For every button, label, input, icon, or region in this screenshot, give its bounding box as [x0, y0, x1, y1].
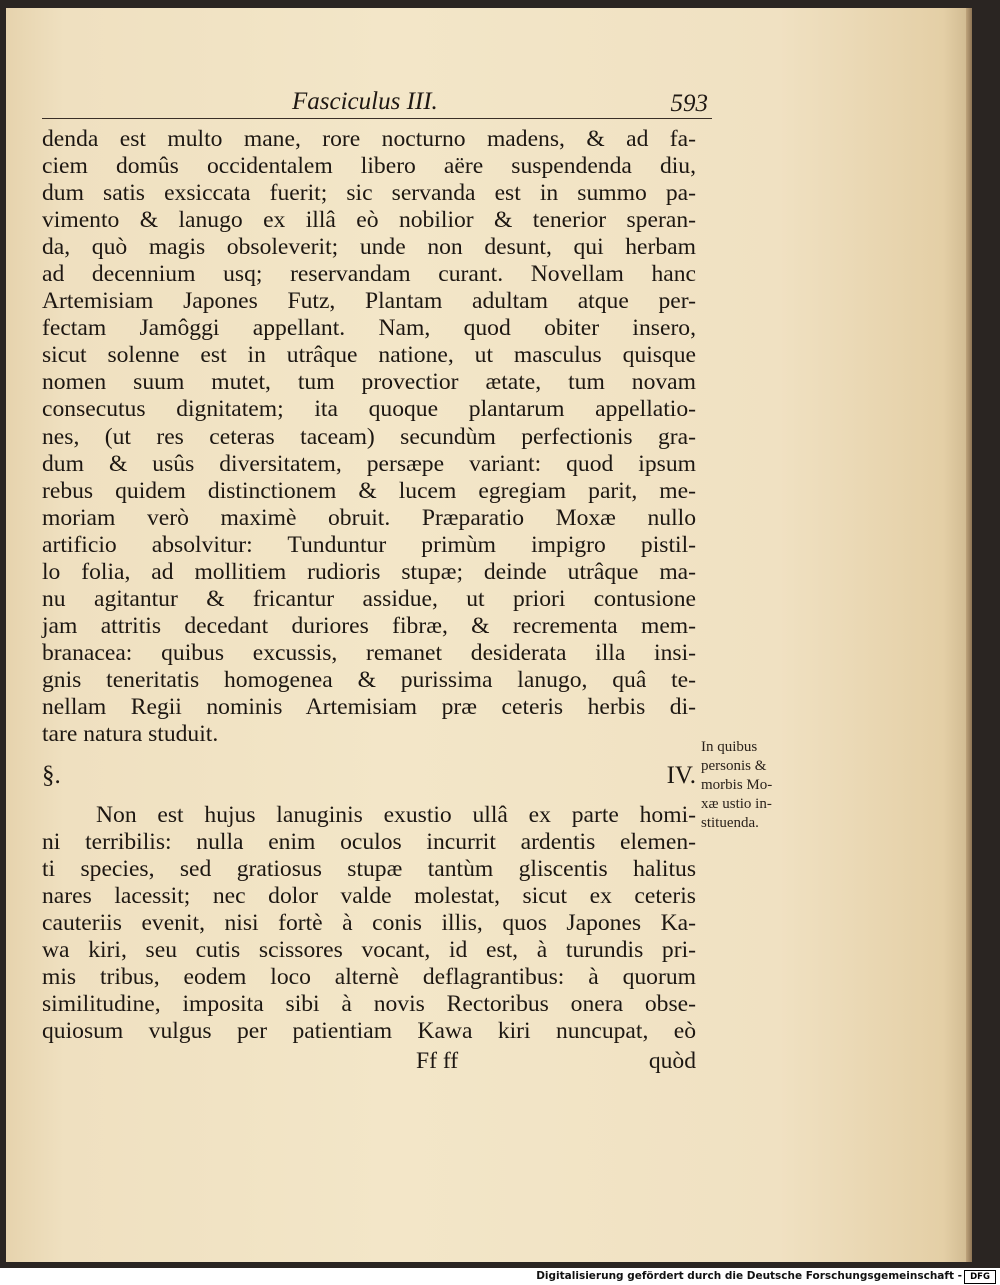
text-line: quiosum vulgus per patientiam Kawa kiri nuncupat, eò — [42, 1018, 696, 1045]
text-line: consecutus dignitatem; ita quoque plantarum appellatio- — [42, 396, 696, 423]
text-line: nes, (ut res ceteras taceam) secundùm perfectionis gra- — [42, 423, 696, 450]
main-text — [42, 126, 696, 1046]
marginal-note-line: personis & — [701, 758, 767, 774]
text-line: branacea: quibus excussis, remanet desiderata illa insi- — [42, 639, 696, 666]
section-heading-row — [42, 748, 696, 802]
text-line: nares lacessit; nec dolor valde molestat, sicut ex ceteris — [42, 883, 696, 910]
text-line: artificio absolvitur: Tunduntur primùm impigro pistil- — [42, 531, 696, 558]
marginal-note-line: xæ ustio in- — [701, 796, 772, 812]
footer — [0, 1268, 1000, 1285]
text-line: nellam Regii nominis Artemisiam præ ceteris herbis di- — [42, 693, 696, 720]
page-number: 593 — [670, 90, 708, 117]
dfg-logo: DFG — [964, 1270, 996, 1284]
text-line: ad decennium usq; reservandam curant. Novellam hanc — [42, 261, 696, 288]
text-line: mis tribus, eodem loco alternè deflagrantibus: à quorum — [42, 964, 696, 991]
text-line: rebus quidem distinctionem & lucem egregiam parit, me- — [42, 477, 696, 504]
text-line: wa kiri, seu cutis scissores vocant, id est, à turundis pri- — [42, 937, 696, 964]
book-page — [6, 8, 972, 1262]
text-line: jam attritis decedant duriores fibræ, & recrementa mem- — [42, 612, 696, 639]
funding-note: Digitalisierung gefördert durch die Deutsche Forschungsgemeinschaft - — [536, 1270, 962, 1282]
text-line: lo folia, ad mollitiem rudioris stupæ; deinde utrâque ma- — [42, 558, 696, 585]
marginal-note-line: stituenda. — [701, 815, 759, 831]
text-line: ni terribilis: nulla enim oculos incurrit ardentis elemen- — [42, 829, 696, 856]
text-line: cauteriis evenit, nisi fortè à conis illis, quos Japones Ka- — [42, 910, 696, 937]
running-title: Fasciculus III. — [292, 88, 438, 115]
marginal-note-line: morbis Mo- — [701, 777, 773, 793]
marginal-note — [701, 738, 791, 833]
text-line: dum & usûs diversitatem, persæpe variant: quod ipsum — [42, 450, 696, 477]
text-line: moriam verò maximè obruit. Præparatio Moxæ nullo — [42, 504, 696, 531]
text-line: da, quò magis obsoleverit; unde non desunt, qui herbam — [42, 234, 696, 261]
text-line: similitudine, imposita sibi à novis Rectoribus onera obse- — [42, 991, 696, 1018]
signature-mark: Ff ff — [416, 1048, 459, 1074]
text-line: Non est hujus lanuginis exustio ullâ ex parte homi- — [96, 802, 696, 829]
text-line: sicut solenne est in utrâque natione, ut masculus quisque — [42, 342, 696, 369]
page-edge — [966, 8, 972, 1262]
text-line: gnis teneritatis homogenea & purissima lanugo, quâ te- — [42, 666, 696, 693]
text-line: dum satis exsiccata fuerit; sic servanda est in summo pa- — [42, 180, 696, 207]
text-line: ti species, sed gratiosus stupæ tantùm gliscentis halitus — [42, 856, 696, 883]
text-line: Artemisiam Japones Futz, Plantam adultam atque per- — [42, 288, 696, 315]
section-heading: §. IV. — [42, 762, 696, 790]
catchword: quòd — [648, 1048, 696, 1074]
running-head — [42, 88, 712, 119]
catchword-line — [42, 1048, 696, 1076]
text-line: tare natura studuit. — [42, 721, 219, 748]
marginal-note-line: In quibus — [701, 739, 758, 755]
text-line: nu agitantur & fricantur assidue, ut priori contusione — [42, 585, 696, 612]
text-line: vimento & lanugo ex illâ eò nobilior & tenerior speran- — [42, 207, 696, 234]
text-line: denda est multo mane, rore nocturno madens, & ad fa- — [42, 126, 696, 152]
text-line: nomen suum mutet, tum provectior ætate, tum novam — [42, 369, 696, 396]
text-line: ciem domûs occidentalem libero aëre suspendenda diu, — [42, 153, 696, 180]
text-line: fectam Jamôggi appellant. Nam, quod obiter insero, — [42, 315, 696, 342]
